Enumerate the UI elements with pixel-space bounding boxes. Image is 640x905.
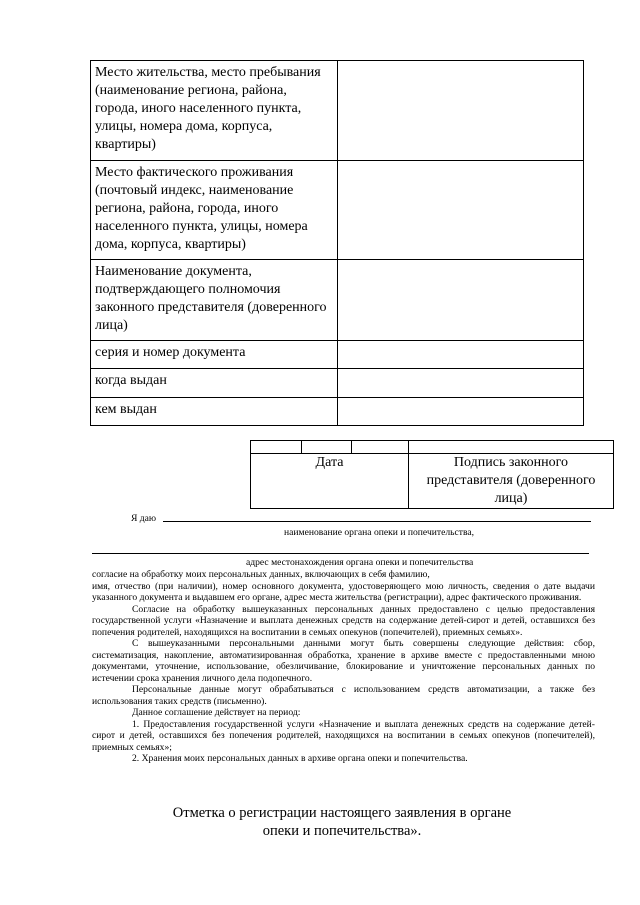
table-row	[91, 369, 584, 398]
table-row-label: когда выдан	[91, 369, 338, 398]
registration-note-line-2: опеки и попечительства».	[262, 823, 422, 839]
table-row	[91, 161, 584, 260]
table-row	[91, 61, 584, 161]
consent-line-1: согласие на обработку моих персональных данных, включающих в себя фамилию,	[92, 569, 430, 580]
registration-note-line-1: Отметка о регистрации настоящего заявления в органе	[172, 805, 512, 821]
table-row-value[interactable]	[338, 61, 584, 161]
address-caption: адрес местонахождения органа опеки и попечительства	[246, 557, 474, 568]
i-give-text: Я даю	[131, 513, 157, 524]
table-row-value[interactable]	[338, 369, 584, 398]
signature-cell	[409, 441, 614, 454]
table-row-label: Место фактического проживания (почтовый индекс, наименование региона, района, города, иного населенного пункта, улицы, номера дома, корпуса, квартиры)	[91, 161, 338, 260]
address-line[interactable]	[92, 553, 589, 554]
table-row-value[interactable]	[338, 398, 584, 426]
consent-paragraph: 1. Предоставления государственной услуги «Назначение и выплата денежных средств на содержание детей-сирот и детей, оставшихся без попечения родителей, находящихся на воспитании в семьях опекунов (попечителей), приемных семьях»;	[92, 718, 595, 753]
consent-paragraph: 2. Хранения моих персональных данных в архиве органа опеки и попечительства.	[132, 753, 468, 764]
table-row-value[interactable]	[338, 341, 584, 369]
organ-name-line[interactable]	[163, 521, 591, 522]
signature-cell	[302, 441, 352, 454]
consent-paragraph: Данное соглашение действует на период:	[132, 707, 301, 718]
table-row-value[interactable]	[338, 260, 584, 341]
table-row	[91, 260, 584, 341]
consent-paragraph: Персональные данные могут обрабатываться с использованием средств автоматизации, а также без использования таких средств (письменно).	[92, 684, 595, 707]
table-row-label: кем выдан	[91, 398, 338, 426]
signature-label-row	[251, 454, 614, 509]
table-row-label: серия и номер документа	[91, 341, 338, 369]
table-row	[91, 398, 584, 426]
signature-top-row	[251, 441, 614, 454]
signature-cell	[251, 441, 302, 454]
consent-paragraph: имя, отчество (при наличии), номер основного документа, удостоверяющего мою личность, сведения о дате выдачи указанного документа и выдавшем его органе, адрес места жительства (регистрации), адрес фактического проживания.	[92, 580, 595, 603]
signature-table	[250, 440, 614, 509]
signature-label: Подпись законного представителя (доверенного лица)	[409, 454, 614, 509]
consent-paragraph: С вышеуказанными персональными данными могут быть совершены следующие действия: сбор, систематизация, накопление, автоматизированная обработка, хранение в архиве вместе с предоставленными мною документами, уточнение, использование, обезличивание, блокирование и уничтожение персональных данных по истечении срока хранения личного дела подопечного.	[92, 638, 595, 684]
table-row	[91, 341, 584, 369]
consent-text	[92, 569, 595, 765]
table-row-label: Наименование документа, подтверждающего полномочия законного представителя (доверенного лица)	[91, 260, 338, 341]
organ-caption: наименование органа опеки и попечительства,	[284, 527, 475, 538]
applicant-info-table	[90, 60, 584, 426]
date-label: Дата	[251, 454, 409, 509]
consent-paragraph: Согласие на обработку вышеуказанных персональных данных предоставлено с целью предоставления государственной услуги «Назначение и выплата денежных средств на содержание детей-сирот и детей, оставшихся без попечения родителей, находящихся на воспитании в семьях опекунов (попечителей), приемных семьях».	[92, 603, 595, 638]
table-row-value[interactable]	[338, 161, 584, 260]
signature-cell	[352, 441, 409, 454]
table-row-label: Место жительства, место пребывания (наименование региона, района, города, иного населенного пункта, улицы, номера дома, корпуса, квартиры)	[91, 61, 338, 161]
